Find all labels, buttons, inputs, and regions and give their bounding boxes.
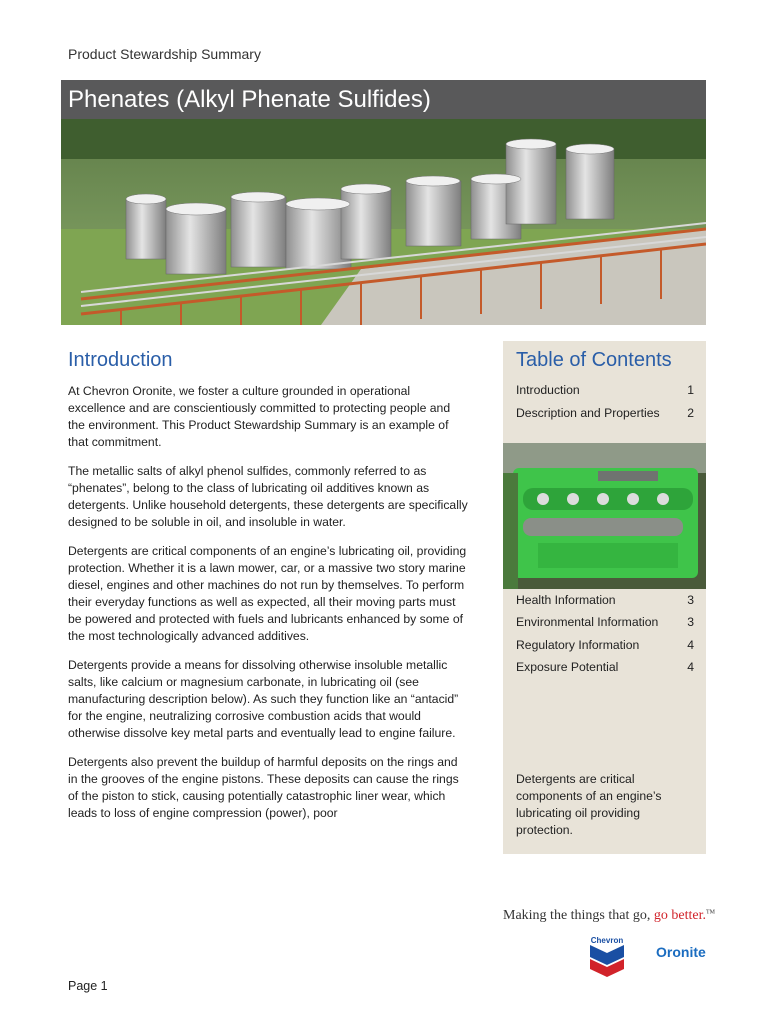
intro-paragraph: Detergents are critical components of an engine’s lubricating oil, providing protection. Whether it is a lawn mower, car, or a massive two story marine diesel, engines and other machines do not run by themselves. To perform their everyday functions as well as expected, all their moving parts must be powered and protected with fuels and lubricants enhanced by some of the most technologically advanced additives. [68, 544, 467, 643]
chevron-wordmark: Chevron [590, 936, 624, 945]
document-title: Phenates (Alkyl Phenate Sulfides) [61, 80, 706, 119]
introduction-heading: Introduction [68, 349, 173, 371]
toc-item-page: 4 [687, 660, 694, 674]
toc-item-page: 3 [687, 593, 694, 607]
toc-item-label: Introduction [516, 383, 580, 397]
toc-item-regulatory[interactable] [516, 638, 694, 652]
intro-paragraph: Detergents also prevent the buildup of harmful deposits on the rings and in the grooves of the engine pistons. These deposits can cause the rings of the piston to stick, causing potentially catastrophic liner wear, which leads to loss of engine compression (power), poor [68, 755, 459, 820]
toc-item-description-properties[interactable] [516, 406, 694, 420]
introduction-body [68, 383, 468, 834]
header-label: Product Stewardship Summary [68, 46, 261, 62]
intro-paragraph: Detergents provide a means for dissolving otherwise insoluble metallic salts, like calcium or magnesium carbonate, in lubricating oil (see manufacturing description below). As such they function like an “antacid” for the engine, neutralizing corrosive combustion acids that would otherwise dissolve key metal parts and eventually lead to engine failure. [68, 658, 459, 740]
toc-heading: Table of Contents [516, 349, 672, 371]
hero-photo-plant [61, 119, 706, 325]
brand-tagline [503, 908, 715, 924]
toc-item-exposure[interactable] [516, 660, 694, 674]
toc-item-label: Environmental Information [516, 615, 659, 629]
toc-item-page: 1 [687, 383, 694, 397]
tagline-main: Making the things that go, [503, 908, 654, 923]
sidebar-callout: Detergents are critical components of an engine’s lubricating oil providing protection. [516, 772, 662, 837]
toc-item-page: 2 [687, 406, 694, 420]
tagline-accent: go better. [653, 908, 706, 923]
tagline-trademark: TM [706, 909, 715, 916]
intro-paragraph: At Chevron Oronite, we foster a culture grounded in operational excellence and are conscientiously committed to protecting people and the environment. This Product Stewardship Summary is an example of that commitment. [68, 384, 451, 449]
toc-item-label: Regulatory Information [516, 638, 640, 652]
toc-item-introduction[interactable] [516, 383, 694, 397]
toc-item-page: 4 [687, 638, 694, 652]
engine-photo [503, 443, 706, 589]
toc-item-health[interactable] [516, 593, 694, 607]
toc-item-environmental[interactable] [516, 615, 694, 629]
toc-item-label: Description and Properties [516, 406, 660, 420]
intro-paragraph: The metallic salts of alkyl phenol sulfides, commonly referred to as “phenates”, belong to the class of lubricating oil additives known as detergents. Unlike household detergents, these detergents are specifically designed to be soluble in oil, and insoluble in water. [68, 464, 468, 529]
toc-item-label: Health Information [516, 593, 616, 607]
page-number: Page 1 [68, 979, 108, 993]
oronite-wordmark: Oronite [656, 944, 706, 960]
toc-item-label: Exposure Potential [516, 660, 619, 674]
toc-item-page: 3 [687, 615, 694, 629]
table-of-contents-sidebar [503, 341, 706, 854]
